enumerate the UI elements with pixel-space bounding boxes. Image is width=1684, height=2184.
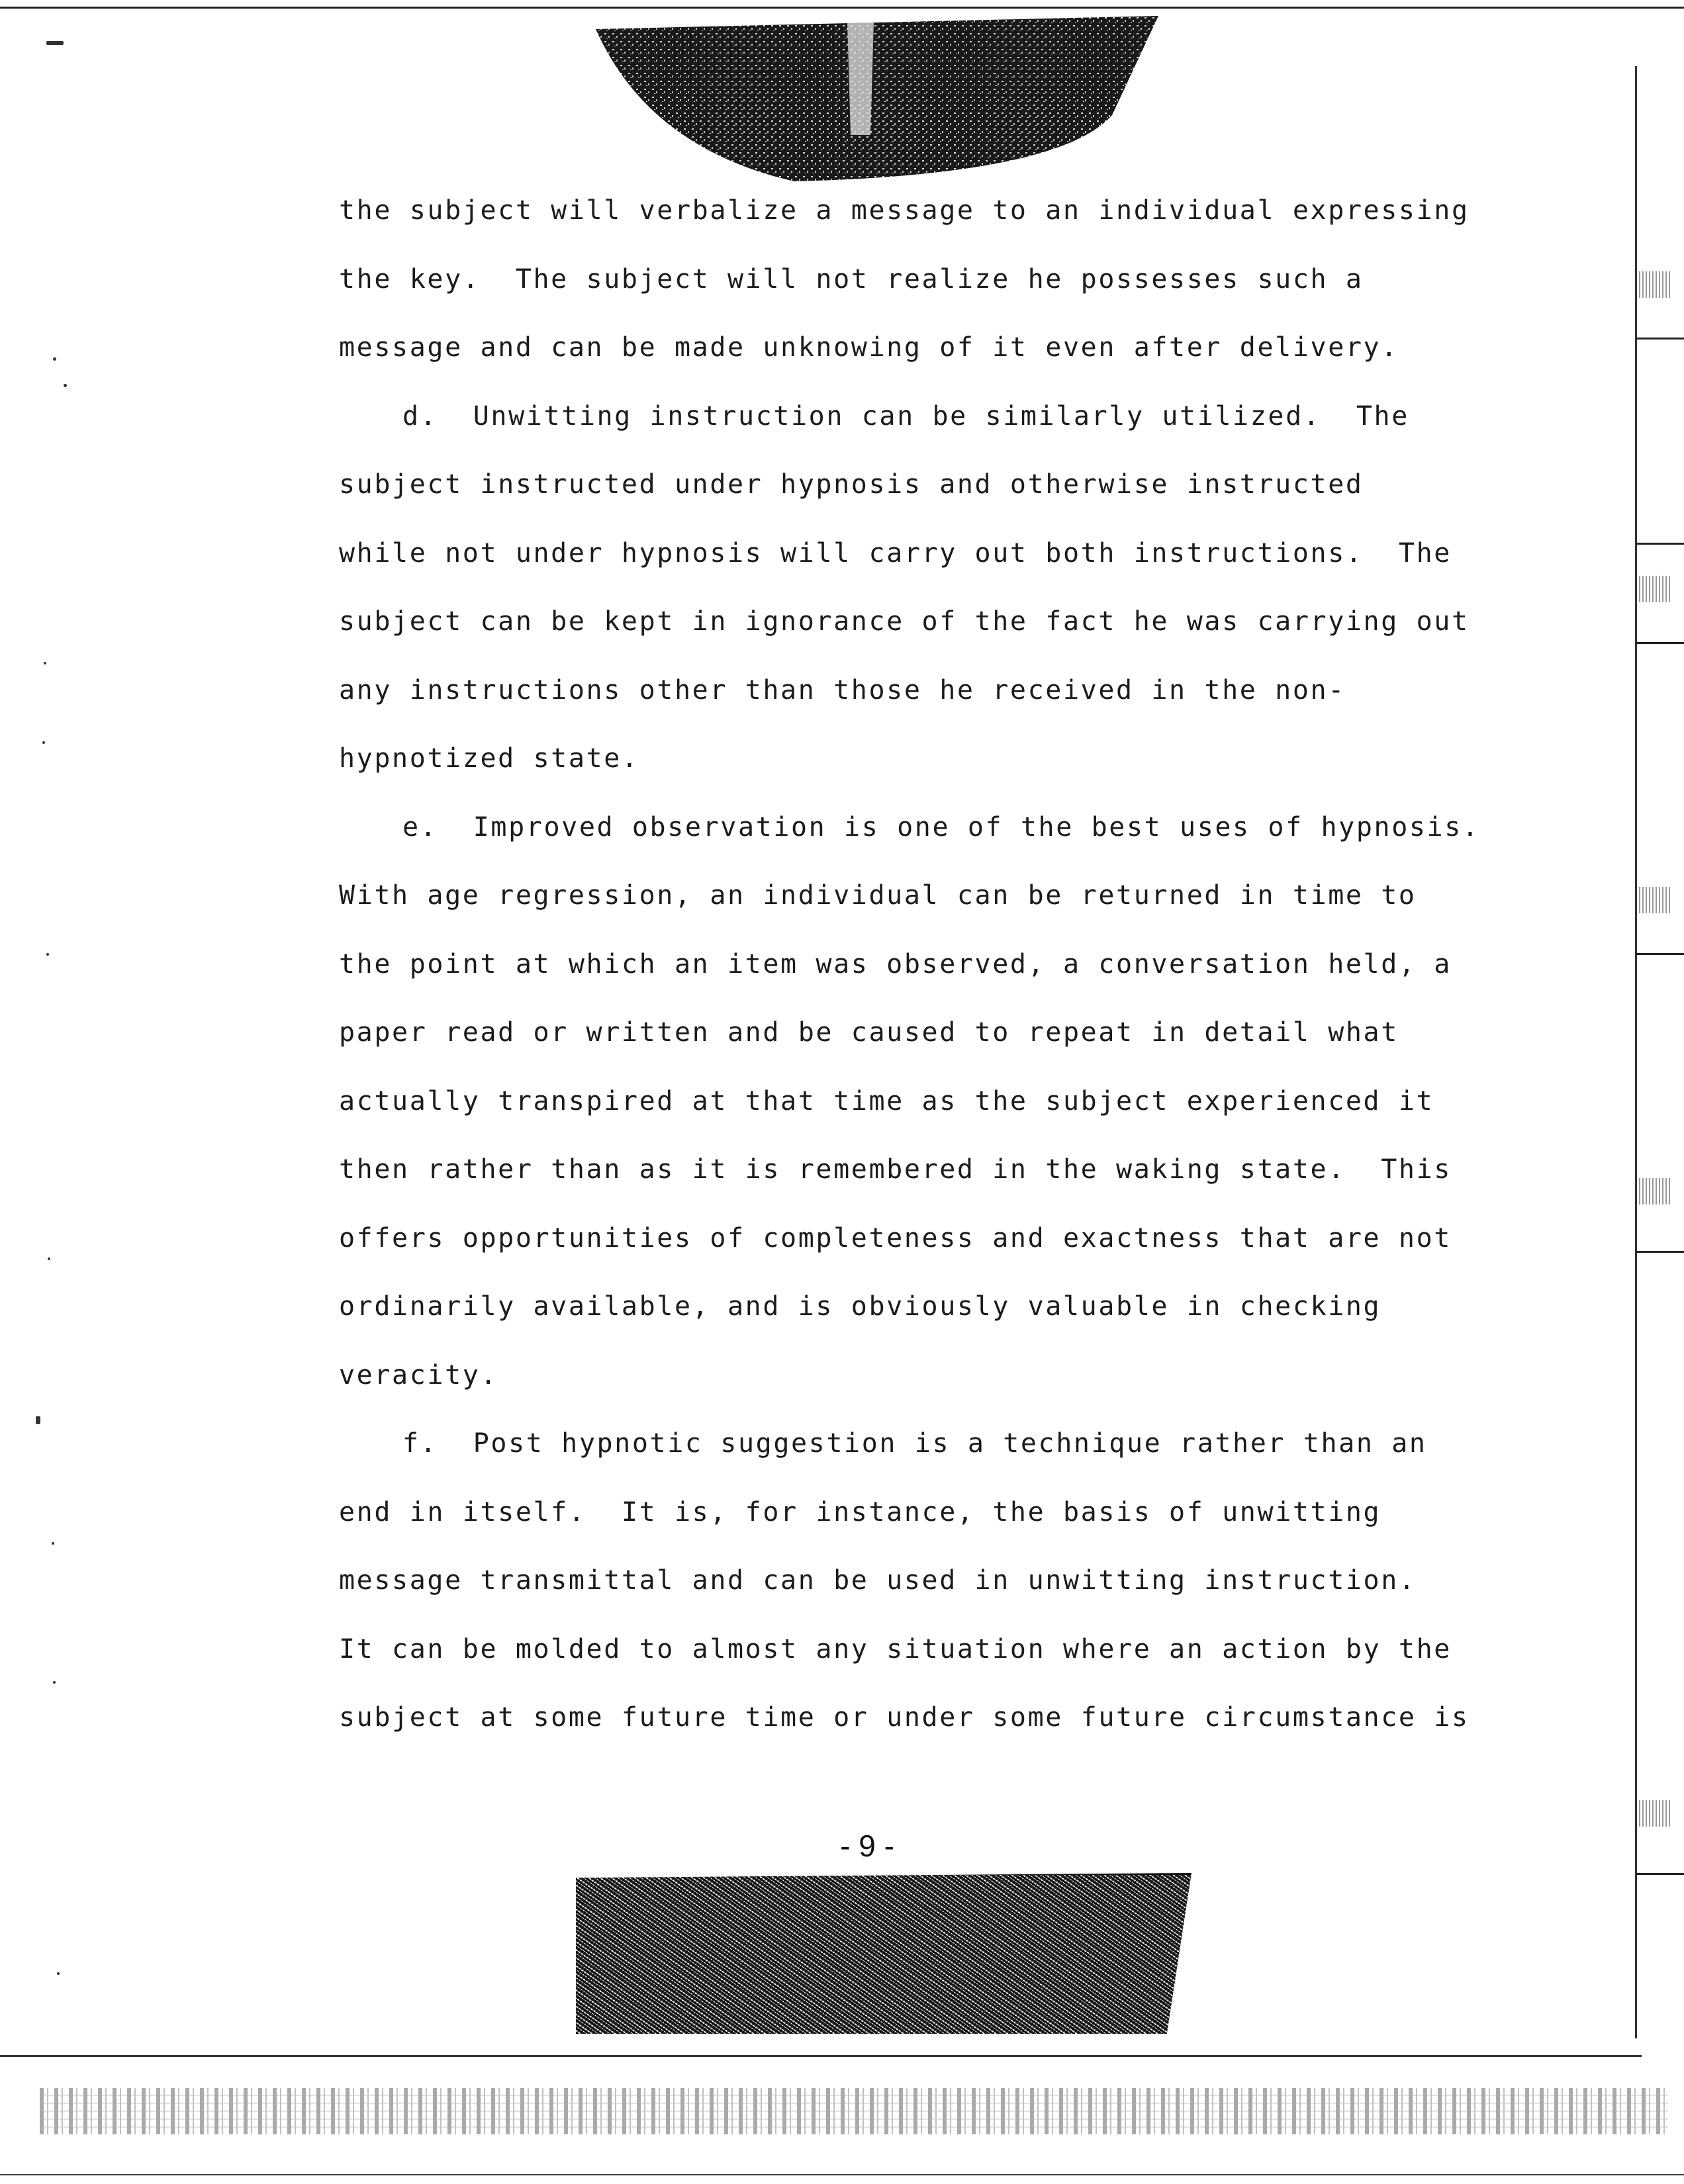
right-margin-tick	[1636, 953, 1684, 955]
text-line: the key. The subject will not realize he possesses such a	[339, 263, 1364, 295]
right-margin-mark	[1639, 271, 1672, 298]
scan-speck	[44, 662, 46, 664]
right-margin-mark	[1639, 1178, 1672, 1205]
right-margin-rule	[1635, 66, 1637, 2038]
scan-speck	[64, 384, 67, 387]
text-line: end in itself. It is, for instance, the basis of unwitting	[339, 1496, 1381, 1527]
bottom-scan-noise	[40, 2088, 1668, 2134]
text-line: message and can be made unknowing of it even after delivery.	[339, 332, 1399, 363]
text-line: subject can be kept in ignorance of the fact he was carrying out	[339, 606, 1470, 637]
right-margin-tick	[1636, 642, 1684, 644]
text-line: subject instructed under hypnosis and otherwise instructed	[339, 469, 1364, 500]
scan-speck	[36, 1416, 40, 1424]
paragraph-e-start: e. Improved observation is one of the best uses of hypnosis.	[402, 811, 1480, 842]
scan-speck	[53, 1681, 56, 1684]
scan-speck	[46, 41, 64, 45]
right-margin-tick	[1636, 1251, 1684, 1253]
right-margin-mark	[1639, 576, 1672, 602]
right-margin-mark	[1639, 887, 1672, 913]
body-text	[339, 193, 1480, 1769]
redaction-block-bottom	[576, 1873, 1192, 2034]
text-line: subject at some future time or under some future circumstance is	[339, 1702, 1470, 1733]
scan-speck	[52, 1542, 54, 1545]
text-line: then rather than as it is remembered in the waking state. This	[339, 1154, 1452, 1185]
text-line: paper read or written and be caused to repeat in detail what	[339, 1017, 1399, 1048]
text-line: the point at which an item was observed, a conversation held, a	[339, 948, 1452, 979]
paragraph-f-start: f. Post hypnotic suggestion is a technique rather than an	[402, 1428, 1427, 1459]
text-line: the subject will verbalize a message to an individual expressing	[339, 195, 1470, 226]
bottom-border-rule	[0, 2055, 1642, 2057]
text-line: message transmittal and can be used in unwitting instruction.	[339, 1565, 1417, 1596]
text-line: offers opportunities of completeness and exactness that are not	[339, 1222, 1452, 1253]
text-line: It can be molded to almost any situation where an action by the	[339, 1633, 1452, 1664]
text-line: while not under hypnosis will carry out both instructions. The	[339, 537, 1452, 569]
page-number: - 9 -	[840, 1829, 894, 1863]
scan-speck	[53, 357, 56, 361]
text-line: actually transpired at that time as the subject experienced it	[339, 1085, 1434, 1116]
text-line: ordinarily available, and is obviously valuable in checking	[339, 1291, 1381, 1322]
scan-speck	[57, 1972, 60, 1975]
right-margin-tick	[1636, 338, 1684, 340]
text-line: With age regression, an individual can be returned in time to	[339, 880, 1417, 911]
scan-speck	[46, 953, 49, 956]
scan-speck	[48, 1257, 50, 1260]
bottom-edge-rule	[0, 2174, 1684, 2175]
right-margin-tick	[1636, 543, 1684, 545]
redaction-block-top	[596, 16, 1158, 181]
text-line: hypnotized state.	[339, 743, 639, 774]
top-border-rule	[0, 7, 1684, 9]
scan-speck	[42, 741, 45, 744]
text-line: veracity.	[339, 1359, 498, 1390]
text-line: any instructions other than those he received in the non-	[339, 674, 1346, 705]
right-margin-mark	[1639, 1800, 1672, 1827]
paragraph-d-start: d. Unwitting instruction can be similarly utilized. The	[402, 400, 1409, 432]
right-margin-tick	[1636, 1873, 1684, 1875]
